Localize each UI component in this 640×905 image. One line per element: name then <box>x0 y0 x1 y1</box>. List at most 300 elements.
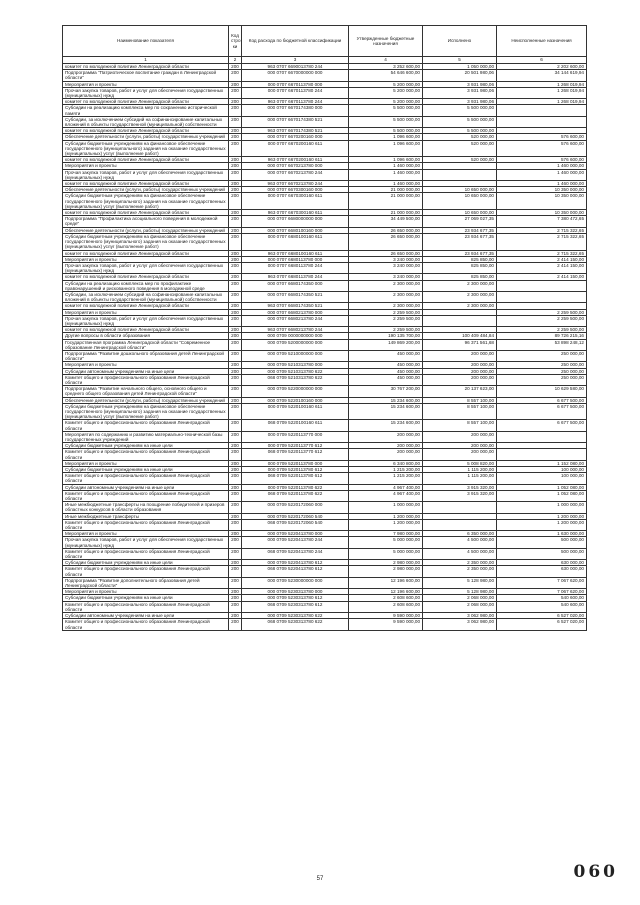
row-unexecuted: 7 380 472,65 <box>497 216 587 227</box>
table-row <box>63 519 587 530</box>
row-line-code: 200 <box>229 87 242 98</box>
table-row <box>63 116 587 127</box>
row-executed: 3 062 980,00 <box>423 613 497 619</box>
row-budget-code: 000 0707 6670200160 611 <box>242 140 349 157</box>
row-name: Комитет общего и профессионального образования Ленинградской области <box>63 374 229 385</box>
row-executed: 3 062 980,00 <box>423 619 497 630</box>
row-unexecuted: 7 067 620,00 <box>497 577 587 588</box>
row-approved: 7 980 000,00 <box>349 531 423 537</box>
table-row <box>63 566 587 577</box>
row-line-code: 200 <box>229 128 242 134</box>
row-executed: 5 500 000,00 <box>423 116 497 127</box>
row-unexecuted: 576 600,00 <box>497 134 587 140</box>
row-unexecuted: 250 000,00 <box>497 368 587 374</box>
row-line-code: 200 <box>229 513 242 519</box>
row-unexecuted: 250 000,00 <box>497 362 587 368</box>
row-approved: 1 460 000,00 <box>349 163 423 169</box>
row-line-code: 200 <box>229 327 242 333</box>
row-unexecuted: 1 152 080,00 <box>497 460 587 466</box>
row-approved: 5 500 000,00 <box>349 116 423 127</box>
row-budget-code: 963 0707 6670213780 244 <box>242 181 349 187</box>
row-unexecuted: 100 000,00 <box>497 473 587 484</box>
row-approved: 9 590 000,00 <box>349 613 423 619</box>
row-line-code: 200 <box>229 140 242 157</box>
row-name: Субсидии бюджетным учреждениям на иные цели <box>63 467 229 473</box>
row-executed <box>423 502 497 513</box>
table-row <box>63 169 587 180</box>
row-unexecuted: 2 259 500,00 <box>497 315 587 326</box>
table-row <box>63 601 587 612</box>
row-budget-code: 963 0707 6680100160 611 <box>242 250 349 256</box>
row-line-code: 200 <box>229 595 242 601</box>
row-approved: 5 500 000,00 <box>349 105 423 116</box>
row-name: Субсидии, за исключением субсидий на софинансирование капитальных вложений в объекты государственной (муниципальной) собственности <box>63 116 229 127</box>
row-budget-code: 000 0709 5220000000 000 <box>242 386 349 397</box>
row-budget-code: 000 0709 5210000000 000 <box>242 350 349 361</box>
row-approved: 2 980 000,00 <box>349 560 423 566</box>
row-name: Комитет общего и профессионального образования Ленинградской области <box>63 619 229 630</box>
row-executed: 2 300 000,00 <box>423 291 497 302</box>
column-number: 2 <box>229 57 242 64</box>
row-name: комитет по молодежной политике Ленинградской области <box>63 274 229 280</box>
row-unexecuted: 6 527 020,00 <box>497 613 587 619</box>
row-line-code: 200 <box>229 589 242 595</box>
row-unexecuted: 2 715 322,65 <box>497 250 587 256</box>
row-unexecuted: 1 460 000,00 <box>497 163 587 169</box>
row-name: Субсидии бюджетным учреждениям на иные цели <box>63 560 229 566</box>
row-line-code: 200 <box>229 403 242 420</box>
column-number: 3 <box>242 57 349 64</box>
row-line-code: 200 <box>229 548 242 559</box>
row-budget-code: 000 0709 5220113770 612 <box>242 443 349 449</box>
row-approved: 1 460 000,00 <box>349 181 423 187</box>
row-budget-code: 000 0709 5220172060 000 <box>242 502 349 513</box>
row-line-code: 200 <box>229 613 242 619</box>
row-budget-code: 000 0707 6680100160 000 <box>242 227 349 233</box>
row-name: Мероприятия и проекты <box>63 589 229 595</box>
row-budget-code: 000 0709 5220113770 000 <box>242 431 349 442</box>
row-budget-code: 000 0707 6670200160 000 <box>242 134 349 140</box>
row-budget-code: 000 0707 6670113780 244 <box>242 87 349 98</box>
row-line-code: 200 <box>229 99 242 105</box>
row-unexecuted: 1 268 019,94 <box>497 87 587 98</box>
row-name: Подпрограмма "Развитие дополнительного образования детей Ленинградской области" <box>63 577 229 588</box>
row-line-code: 200 <box>229 560 242 566</box>
row-unexecuted: 540 600,00 <box>497 601 587 612</box>
row-budget-code: 000 0709 5220413780 244 <box>242 537 349 548</box>
column-number-row <box>63 57 587 64</box>
row-executed: 4 500 000,00 <box>423 548 497 559</box>
row-line-code: 200 <box>229 577 242 588</box>
row-name: Субсидии бюджетным учреждениям на иные цели <box>63 443 229 449</box>
row-name: Субсидии бюджетным учреждениям на финансовое обеспечение государственного (муниципального) задания на оказание государственных (муниципальных) услуг (выполнение работ) <box>63 140 229 157</box>
row-line-code: 200 <box>229 449 242 460</box>
row-executed: 8 557 100,00 <box>423 397 497 403</box>
row-budget-code: 000 0707 6680113780 000 <box>242 256 349 262</box>
row-budget-code: 000 0709 5220113780 612 <box>242 467 349 473</box>
row-approved: 1 096 600,00 <box>349 134 423 140</box>
row-line-code: 200 <box>229 227 242 233</box>
row-name: комитет по молодежной политике Ленинградской области <box>63 250 229 256</box>
row-budget-code: 000 0709 5220113780 000 <box>242 460 349 466</box>
row-name: Государственная программа Ленинградской области "Современное образование Ленинградской области" <box>63 339 229 350</box>
row-line-code: 200 <box>229 250 242 256</box>
row-executed: 3 915 320,00 <box>423 490 497 501</box>
row-approved: 5 500 000,00 <box>349 128 423 134</box>
table-row <box>63 473 587 484</box>
row-name: Комитет общего и профессионального образования Ленинградской области <box>63 519 229 530</box>
row-approved: 3 240 000,00 <box>349 262 423 273</box>
row-approved: 149 869 200,00 <box>349 339 423 350</box>
row-approved: 12 196 600,00 <box>349 589 423 595</box>
row-budget-code: 963 0707 6670200160 611 <box>242 157 349 163</box>
table-row <box>63 386 587 397</box>
row-name: комитет по молодежной политике Ленинградской области <box>63 327 229 333</box>
row-unexecuted: 500 000,00 <box>497 537 587 548</box>
row-approved: 21 000 000,00 <box>349 193 423 210</box>
row-name: комитет по молодежной политике Ленинградской области <box>63 157 229 163</box>
page-number: 57 <box>316 876 324 882</box>
row-unexecuted: 250 000,00 <box>497 350 587 361</box>
row-unexecuted: 2 715 322,65 <box>497 233 587 250</box>
row-line-code: 200 <box>229 339 242 350</box>
row-approved: 12 196 600,00 <box>349 577 423 588</box>
row-name: комитет по молодежной политике Ленинградской области <box>63 210 229 216</box>
row-budget-code: 963 0707 6680113780 244 <box>242 274 349 280</box>
row-name: комитет по молодежной политике Ленинградской области <box>63 64 229 70</box>
row-budget-code: 000 0709 5220413780 612 <box>242 560 349 566</box>
row-budget-code: 963 0707 6670300160 611 <box>242 210 349 216</box>
table-row <box>63 262 587 273</box>
row-unexecuted: 1 268 019,94 <box>497 81 587 87</box>
row-approved: 450 000,00 <box>349 374 423 385</box>
row-name: Обеспечение деятельности (услуги, работы) государственных учреждений <box>63 227 229 233</box>
row-approved: 1 460 000,00 <box>349 169 423 180</box>
row-name: Субсидии автономным учреждениям на иные цели <box>63 484 229 490</box>
row-name: Мероприятия по содержанию и развитию материально-технической базы государственных учреждений <box>63 431 229 442</box>
row-executed: 2 300 000,00 <box>423 303 497 309</box>
row-name: Мероприятия и проекты <box>63 362 229 368</box>
row-name: Субсидии автономным учреждениям на иные цели <box>63 613 229 619</box>
table-row <box>63 548 587 559</box>
row-name: Комитет общего и профессионального образования Ленинградской области <box>63 490 229 501</box>
row-line-code: 200 <box>229 309 242 315</box>
row-budget-code: 000 0709 5200000000 000 <box>242 339 349 350</box>
row-budget-code: 000 0709 5230000000 000 <box>242 577 349 588</box>
column-number: 6 <box>497 57 587 64</box>
row-unexecuted <box>497 449 587 460</box>
row-name: Субсидии бюджетным учреждениям на финансовое обеспечение государственного (муниципального) задания на оказание государственных (муниципальных) услуг (выполнение работ) <box>63 193 229 210</box>
row-line-code: 200 <box>229 619 242 630</box>
row-budget-code: 000 0709 5220100160 611 <box>242 403 349 420</box>
row-executed: 520 000,00 <box>423 157 497 163</box>
row-line-code: 200 <box>229 601 242 612</box>
row-executed: 2 300 000,00 <box>423 280 497 291</box>
row-name: Мероприятия и проекты <box>63 531 229 537</box>
row-name: Субсидии на реализацию комплекса мер по профилактике правонарушений и рискованного поведения в молодежной среде <box>63 280 229 291</box>
row-unexecuted <box>497 116 587 127</box>
row-name: Комитет общего и профессионального образования Ленинградской области <box>63 566 229 577</box>
row-name: Прочая закупка товаров, работ и услуг для обеспечения государственных (муниципальных) нужд <box>63 262 229 273</box>
row-line-code: 200 <box>229 181 242 187</box>
row-unexecuted: 89 726 215,16 <box>497 333 587 339</box>
row-approved: 5 200 000,00 <box>349 87 423 98</box>
row-name: Прочая закупка товаров, работ и услуг для обеспечения государственных (муниципальных) нужд <box>63 315 229 326</box>
row-unexecuted: 1 052 080,00 <box>497 484 587 490</box>
row-approved: 15 234 600,00 <box>349 397 423 403</box>
row-budget-code: 000 0709 5220113780 622 <box>242 484 349 490</box>
table-body <box>63 64 587 631</box>
row-line-code: 200 <box>229 274 242 280</box>
row-budget-code: 068 0709 5220172060 540 <box>242 519 349 530</box>
row-approved: 1 215 200,00 <box>349 467 423 473</box>
row-line-code: 200 <box>229 374 242 385</box>
row-line-code: 200 <box>229 291 242 302</box>
row-unexecuted: 500 000,00 <box>497 548 587 559</box>
row-executed: 8 557 100,00 <box>423 403 497 420</box>
row-unexecuted: 6 677 500,00 <box>497 397 587 403</box>
row-line-code: 200 <box>229 70 242 81</box>
row-approved: 34 449 500,00 <box>349 216 423 227</box>
row-name: Субсидии, за исключением субсидий на софинансирование капитальных вложений в объекты государственной (муниципальной) собственности <box>63 291 229 302</box>
row-unexecuted: 7 067 620,00 <box>497 589 587 595</box>
row-approved: 1 000 000,00 <box>349 502 423 513</box>
row-approved: 5 200 000,00 <box>349 81 423 87</box>
handwritten-page-stamp: 060 <box>573 862 618 882</box>
row-executed: 3 931 980,06 <box>423 99 497 105</box>
row-unexecuted <box>497 280 587 291</box>
row-name: Субсидии бюджетным учреждениям на финансовое обеспечение государственного (муниципального) задания на оказание государственных (муниципальных) услуг (выполнение работ) <box>63 403 229 420</box>
row-approved: 4 967 400,00 <box>349 484 423 490</box>
row-line-code: 200 <box>229 460 242 466</box>
table-row <box>63 291 587 302</box>
header-executed: Исполнено <box>423 26 497 57</box>
row-line-code: 200 <box>229 420 242 431</box>
header-name: Наименование показателя <box>63 26 229 57</box>
row-budget-code: 000 0707 6670174380 521 <box>242 116 349 127</box>
row-line-code: 200 <box>229 280 242 291</box>
row-line-code: 200 <box>229 116 242 127</box>
row-executed: 200 000,00 <box>423 374 497 385</box>
row-budget-code: 068 0709 5230313780 612 <box>242 601 349 612</box>
row-approved: 2 300 000,00 <box>349 280 423 291</box>
row-approved: 26 650 000,00 <box>349 250 423 256</box>
row-line-code: 200 <box>229 210 242 216</box>
row-executed: 520 000,00 <box>423 140 497 157</box>
row-unexecuted: 10 350 000,00 <box>497 187 587 193</box>
row-approved: 2 259 500,00 <box>349 309 423 315</box>
row-approved: 15 234 600,00 <box>349 403 423 420</box>
table-row <box>63 315 587 326</box>
table-row <box>63 619 587 630</box>
row-approved: 200 000,00 <box>349 443 423 449</box>
row-approved: 21 000 000,00 <box>349 187 423 193</box>
row-name: комитет по молодежной политике Ленинградской области <box>63 99 229 105</box>
row-approved: 1 096 600,00 <box>349 140 423 157</box>
row-approved: 6 340 800,00 <box>349 460 423 466</box>
row-approved: 5 000 000,00 <box>349 537 423 548</box>
row-line-code: 200 <box>229 233 242 250</box>
row-line-code: 200 <box>229 362 242 368</box>
row-name: Подпрограмма "Развитие дошкольного образования детей Ленинградской области" <box>63 350 229 361</box>
row-line-code: 200 <box>229 531 242 537</box>
row-unexecuted <box>497 291 587 302</box>
row-unexecuted: 2 414 150,00 <box>497 256 587 262</box>
row-approved: 3 240 000,00 <box>349 256 423 262</box>
row-unexecuted: 1 000 000,00 <box>497 502 587 513</box>
row-name: Мероприятия и проекты <box>63 460 229 466</box>
row-approved: 450 000,00 <box>349 362 423 368</box>
row-executed: 5 128 980,00 <box>423 577 497 588</box>
table-row <box>63 502 587 513</box>
row-budget-code: 000 0707 6670113780 000 <box>242 81 349 87</box>
row-executed: 825 850,00 <box>423 256 497 262</box>
row-line-code: 200 <box>229 519 242 530</box>
row-approved: 2 980 000,00 <box>349 566 423 577</box>
row-executed: 2 068 000,00 <box>423 601 497 612</box>
row-name: комитет по молодежной политике Ленинградской области <box>63 303 229 309</box>
row-line-code: 200 <box>229 81 242 87</box>
row-unexecuted: 6 677 500,00 <box>497 403 587 420</box>
row-approved: 9 590 000,00 <box>349 619 423 630</box>
row-line-code: 200 <box>229 473 242 484</box>
row-unexecuted: 540 600,00 <box>497 595 587 601</box>
row-budget-code: 068 0709 5210313780 622 <box>242 374 349 385</box>
row-approved: 26 650 000,00 <box>349 233 423 250</box>
row-unexecuted <box>497 105 587 116</box>
row-executed: 10 650 000,00 <box>423 187 497 193</box>
row-executed: 5 500 000,00 <box>423 128 497 134</box>
row-unexecuted: 1 052 080,00 <box>497 490 587 501</box>
row-line-code: 200 <box>229 397 242 403</box>
row-approved: 21 000 000,00 <box>349 210 423 216</box>
row-budget-code: 068 0709 5230313780 622 <box>242 619 349 630</box>
row-executed: 1 115 200,00 <box>423 467 497 473</box>
table-row <box>63 339 587 350</box>
row-budget-code: 963 0707 6670174380 521 <box>242 128 349 134</box>
row-budget-code: 068 0709 5220100160 611 <box>242 420 349 431</box>
row-line-code: 200 <box>229 484 242 490</box>
row-name: Комитет общего и профессионального образования Ленинградской области <box>63 548 229 559</box>
row-budget-code: 000 0707 6670000000 000 <box>242 70 349 81</box>
row-executed: 100 409 484,84 <box>423 333 497 339</box>
row-approved: 3 252 600,00 <box>349 64 423 70</box>
row-line-code: 200 <box>229 169 242 180</box>
row-budget-code: 000 0709 5230313780 622 <box>242 613 349 619</box>
row-line-code: 200 <box>229 467 242 473</box>
row-unexecuted: 6 527 020,00 <box>497 619 587 630</box>
row-approved: 4 967 400,00 <box>349 490 423 501</box>
column-number: 5 <box>423 57 497 64</box>
table-row <box>63 280 587 291</box>
row-approved: 26 650 000,00 <box>349 227 423 233</box>
row-executed: 200 000,00 <box>423 350 497 361</box>
row-line-code: 200 <box>229 216 242 227</box>
header-budget-code: Код расхода по бюджетной классификации <box>242 26 349 57</box>
row-budget-code: 068 0709 5220113780 612 <box>242 473 349 484</box>
row-name: Прочая закупка товаров, работ и услуг для обеспечения государственных (муниципальных) нужд <box>63 537 229 548</box>
row-executed: 825 850,00 <box>423 262 497 273</box>
row-approved: 1 200 000,00 <box>349 513 423 519</box>
row-unexecuted: 2 715 322,65 <box>497 227 587 233</box>
table-row <box>63 449 587 460</box>
row-budget-code: 000 0709 5220413780 000 <box>242 531 349 537</box>
row-executed: 200 000,00 <box>423 449 497 460</box>
row-line-code: 200 <box>229 333 242 339</box>
row-line-code: 200 <box>229 443 242 449</box>
row-executed: 8 557 100,00 <box>423 420 497 431</box>
row-name: Комитет общего и профессионального образования Ленинградской области <box>63 601 229 612</box>
row-approved: 2 300 000,00 <box>349 303 423 309</box>
row-budget-code: 963 0707 6680213780 244 <box>242 327 349 333</box>
row-name: Иные межбюджетные трансферты на поощрение победителей и призеров областных конкурсов в области образования <box>63 502 229 513</box>
row-approved: 1 096 600,00 <box>349 157 423 163</box>
row-unexecuted: 53 898 248,12 <box>497 339 587 350</box>
row-name: Подпрограмма "Развитие начального общего, основного общего и среднего общего образования детей Ленинградской области" <box>63 386 229 397</box>
row-approved: 2 259 500,00 <box>349 327 423 333</box>
row-unexecuted: 1 200 000,00 <box>497 519 587 530</box>
row-budget-code: 000 0709 5230313780 000 <box>242 589 349 595</box>
row-name: Комитет общего и профессионального образования Ленинградской области <box>63 473 229 484</box>
row-budget-code: 068 0709 5220413780 244 <box>242 548 349 559</box>
row-line-code: 200 <box>229 350 242 361</box>
row-name: Обеспечение деятельности (услуги, работы) государственных учреждений <box>63 397 229 403</box>
row-budget-code: 000 0707 6680174350 000 <box>242 280 349 291</box>
row-executed: 5 500 000,00 <box>423 105 497 116</box>
row-line-code: 200 <box>229 566 242 577</box>
row-executed: 2 350 000,00 <box>423 560 497 566</box>
row-budget-code: 000 0707 6680000000 000 <box>242 216 349 227</box>
row-approved: 450 000,00 <box>349 350 423 361</box>
row-line-code: 200 <box>229 105 242 116</box>
table-row <box>63 490 587 501</box>
row-name: комитет по молодежной политике Ленинградской области <box>63 128 229 134</box>
row-line-code: 200 <box>229 256 242 262</box>
table-row <box>63 403 587 420</box>
row-unexecuted: 1 630 000,00 <box>497 531 587 537</box>
row-unexecuted: 10 350 000,00 <box>497 193 587 210</box>
row-budget-code: 000 0709 5220100160 000 <box>242 397 349 403</box>
row-budget-code: 068 0709 5220413780 612 <box>242 566 349 577</box>
row-name: Мероприятия и проекты <box>63 81 229 87</box>
row-unexecuted: 2 259 500,00 <box>497 309 587 315</box>
row-name: Комитет общего и профессионального образования Ленинградской области <box>63 449 229 460</box>
row-approved: 190 135 700,00 <box>349 333 423 339</box>
row-approved: 2 300 000,00 <box>349 291 423 302</box>
row-executed <box>423 315 497 326</box>
row-executed: 200 000,00 <box>423 431 497 442</box>
row-unexecuted: 2 259 500,00 <box>497 327 587 333</box>
row-name: комитет по молодежной политике Ленинградской области <box>63 181 229 187</box>
row-name: Прочая закупка товаров, работ и услуг для обеспечения государственных (муниципальных) нужд <box>63 87 229 98</box>
row-budget-code: 068 0709 5220113780 622 <box>242 490 349 501</box>
row-approved: 200 000,00 <box>349 431 423 442</box>
row-name: Комитет общего и профессионального образования Ленинградской области <box>63 420 229 431</box>
row-line-code: 200 <box>229 315 242 326</box>
row-executed <box>423 169 497 180</box>
row-name: Мероприятия и проекты <box>63 309 229 315</box>
row-executed: 3 915 320,00 <box>423 484 497 490</box>
row-unexecuted: 34 144 619,94 <box>497 70 587 81</box>
row-line-code: 200 <box>229 386 242 397</box>
row-line-code: 200 <box>229 490 242 501</box>
row-unexecuted: 1 460 000,00 <box>497 169 587 180</box>
row-line-code: 200 <box>229 157 242 163</box>
row-unexecuted: 10 350 000,00 <box>497 210 587 216</box>
row-name: Иные межбюджетные трансферты <box>63 513 229 519</box>
row-executed: 23 934 677,35 <box>423 250 497 256</box>
row-line-code: 200 <box>229 134 242 140</box>
